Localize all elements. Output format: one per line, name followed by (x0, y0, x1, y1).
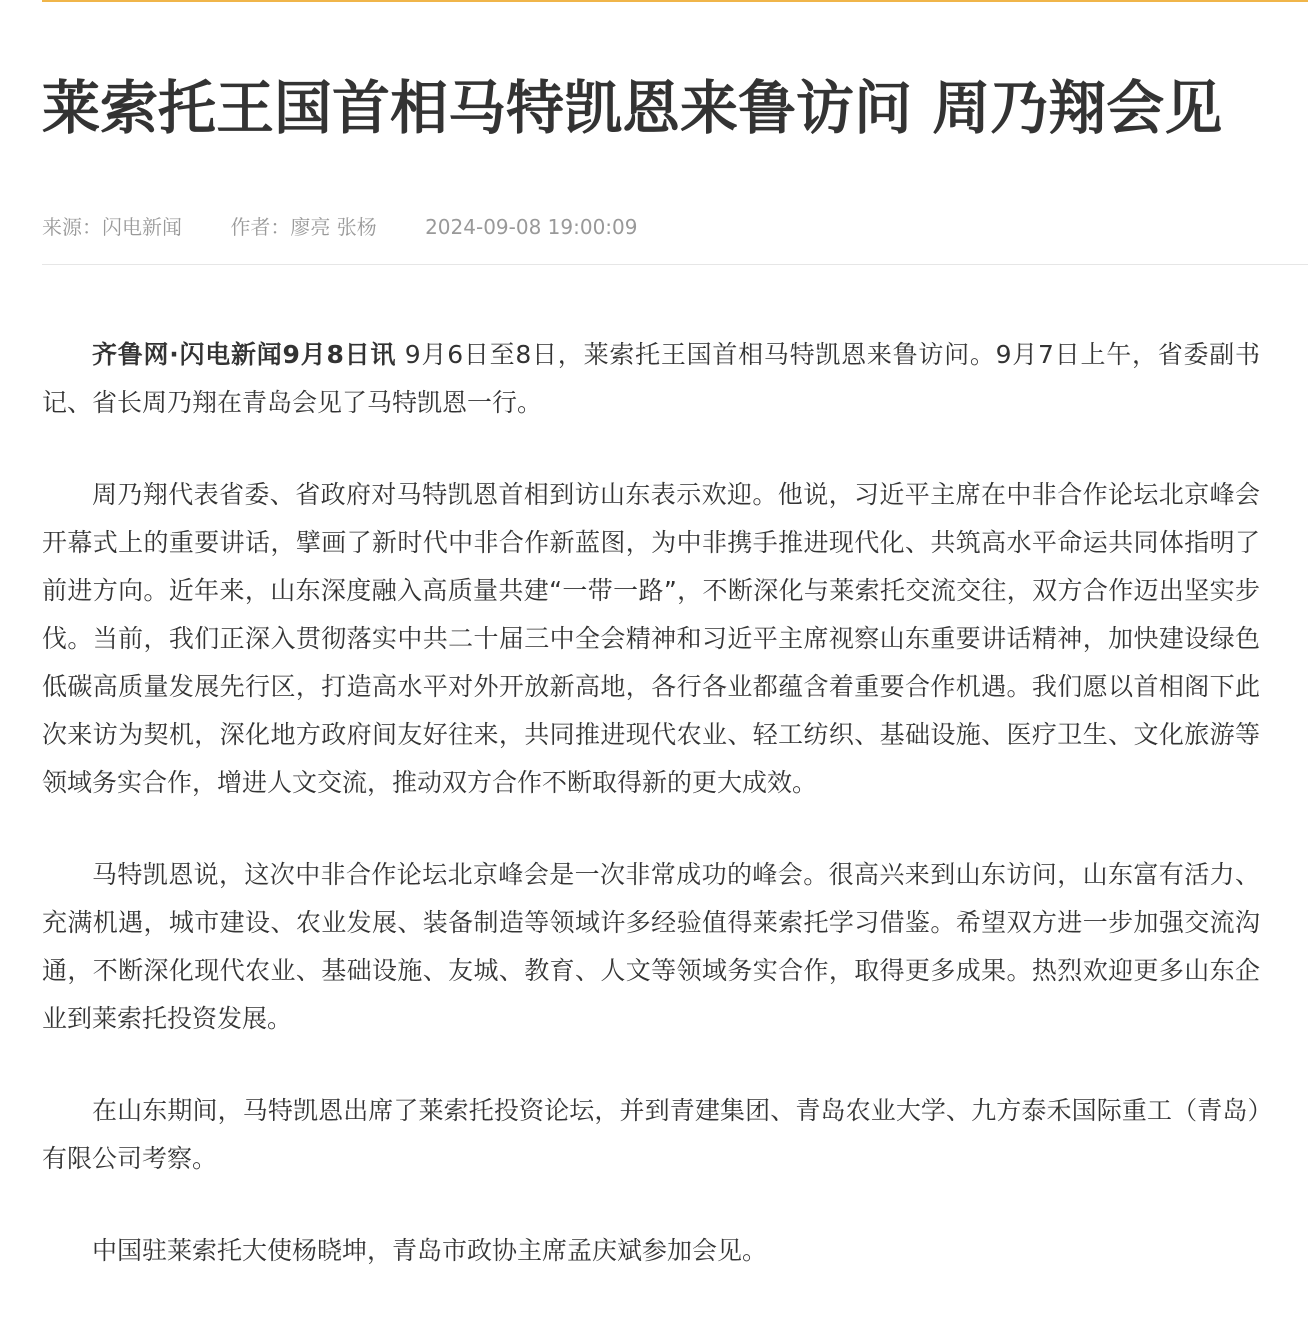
article-date: 2024-09-08 19:00:09 (425, 215, 638, 239)
top-accent-rule (42, 0, 1308, 2)
article-paragraph-2: 周乃翔代表省委、省政府对马特凯恩首相到访山东表示欢迎。他说，习近平主席在中非合作论坛北京峰会开幕式上的重要讲话，擘画了新时代中非合作新蓝图，为中非携手推进现代化、共筑高水平命运共同体指明了前进方向。近年来，山东深度融入高质量共建“一带一路”，不断深化与莱索托交流交往，双方合作迈出坚实步伐。当前，我们正深入贯彻落实中共二十届三中全会精神和习近平主席视察山东重要讲话精神，加快建设绿色低碳高质量发展先行区，打造高水平对外开放新高地，各行各业都蕴含着重要合作机遇。我们愿以首相阁下此次来访为契机，深化地方政府间友好往来，共同推进现代农业、轻工纺织、基础设施、医疗卫生、文化旅游等领域务实合作，增进人文交流，推动双方合作不断取得新的更大成效。 (42, 480, 1260, 797)
article-paragraph-3: 马特凯恩说，这次中非合作论坛北京峰会是一次非常成功的峰会。很高兴来到山东访问，山东富有活力、充满机遇，城市建设、农业发展、装备制造等领域许多经验值得莱索托学习借鉴。希望双方进一步加强交流沟通，不断深化现代农业、基础设施、友城、教育、人文等领域务实合作，取得更多成果。热烈欢迎更多山东企业到莱索托投资发展。 (42, 860, 1260, 1033)
meta-divider (42, 264, 1308, 265)
paragraph-1-text: 9月6日至8日，莱索托王国首相马特凯恩来鲁访问。9月7日上午，省委副书记、省长周乃翔在青岛会见了马特凯恩一行。 (42, 340, 1260, 417)
article-paragraph-4: 在山东期间，马特凯恩出席了莱索托投资论坛，并到青建集团、青岛农业大学、九方泰禾国际重工（青岛）有限公司考察。 (42, 1096, 1260, 1173)
article-meta (42, 212, 638, 242)
article-author: 作者：廖亮 张杨 (230, 215, 377, 239)
dateline-lead: 齐鲁网·闪电新闻9月8日讯 (92, 340, 397, 369)
article-paragraph-5: 中国驻莱索托大使杨晓坤，青岛市政协主席孟庆斌参加会见。 (92, 1236, 768, 1265)
article-paragraph-1 (42, 331, 1260, 427)
article-source: 来源：闪电新闻 (42, 215, 182, 239)
article-body (42, 331, 1260, 1319)
article-title: 莱索托王国首相马特凯恩来鲁访问 周乃翔会见 (42, 74, 1223, 142)
